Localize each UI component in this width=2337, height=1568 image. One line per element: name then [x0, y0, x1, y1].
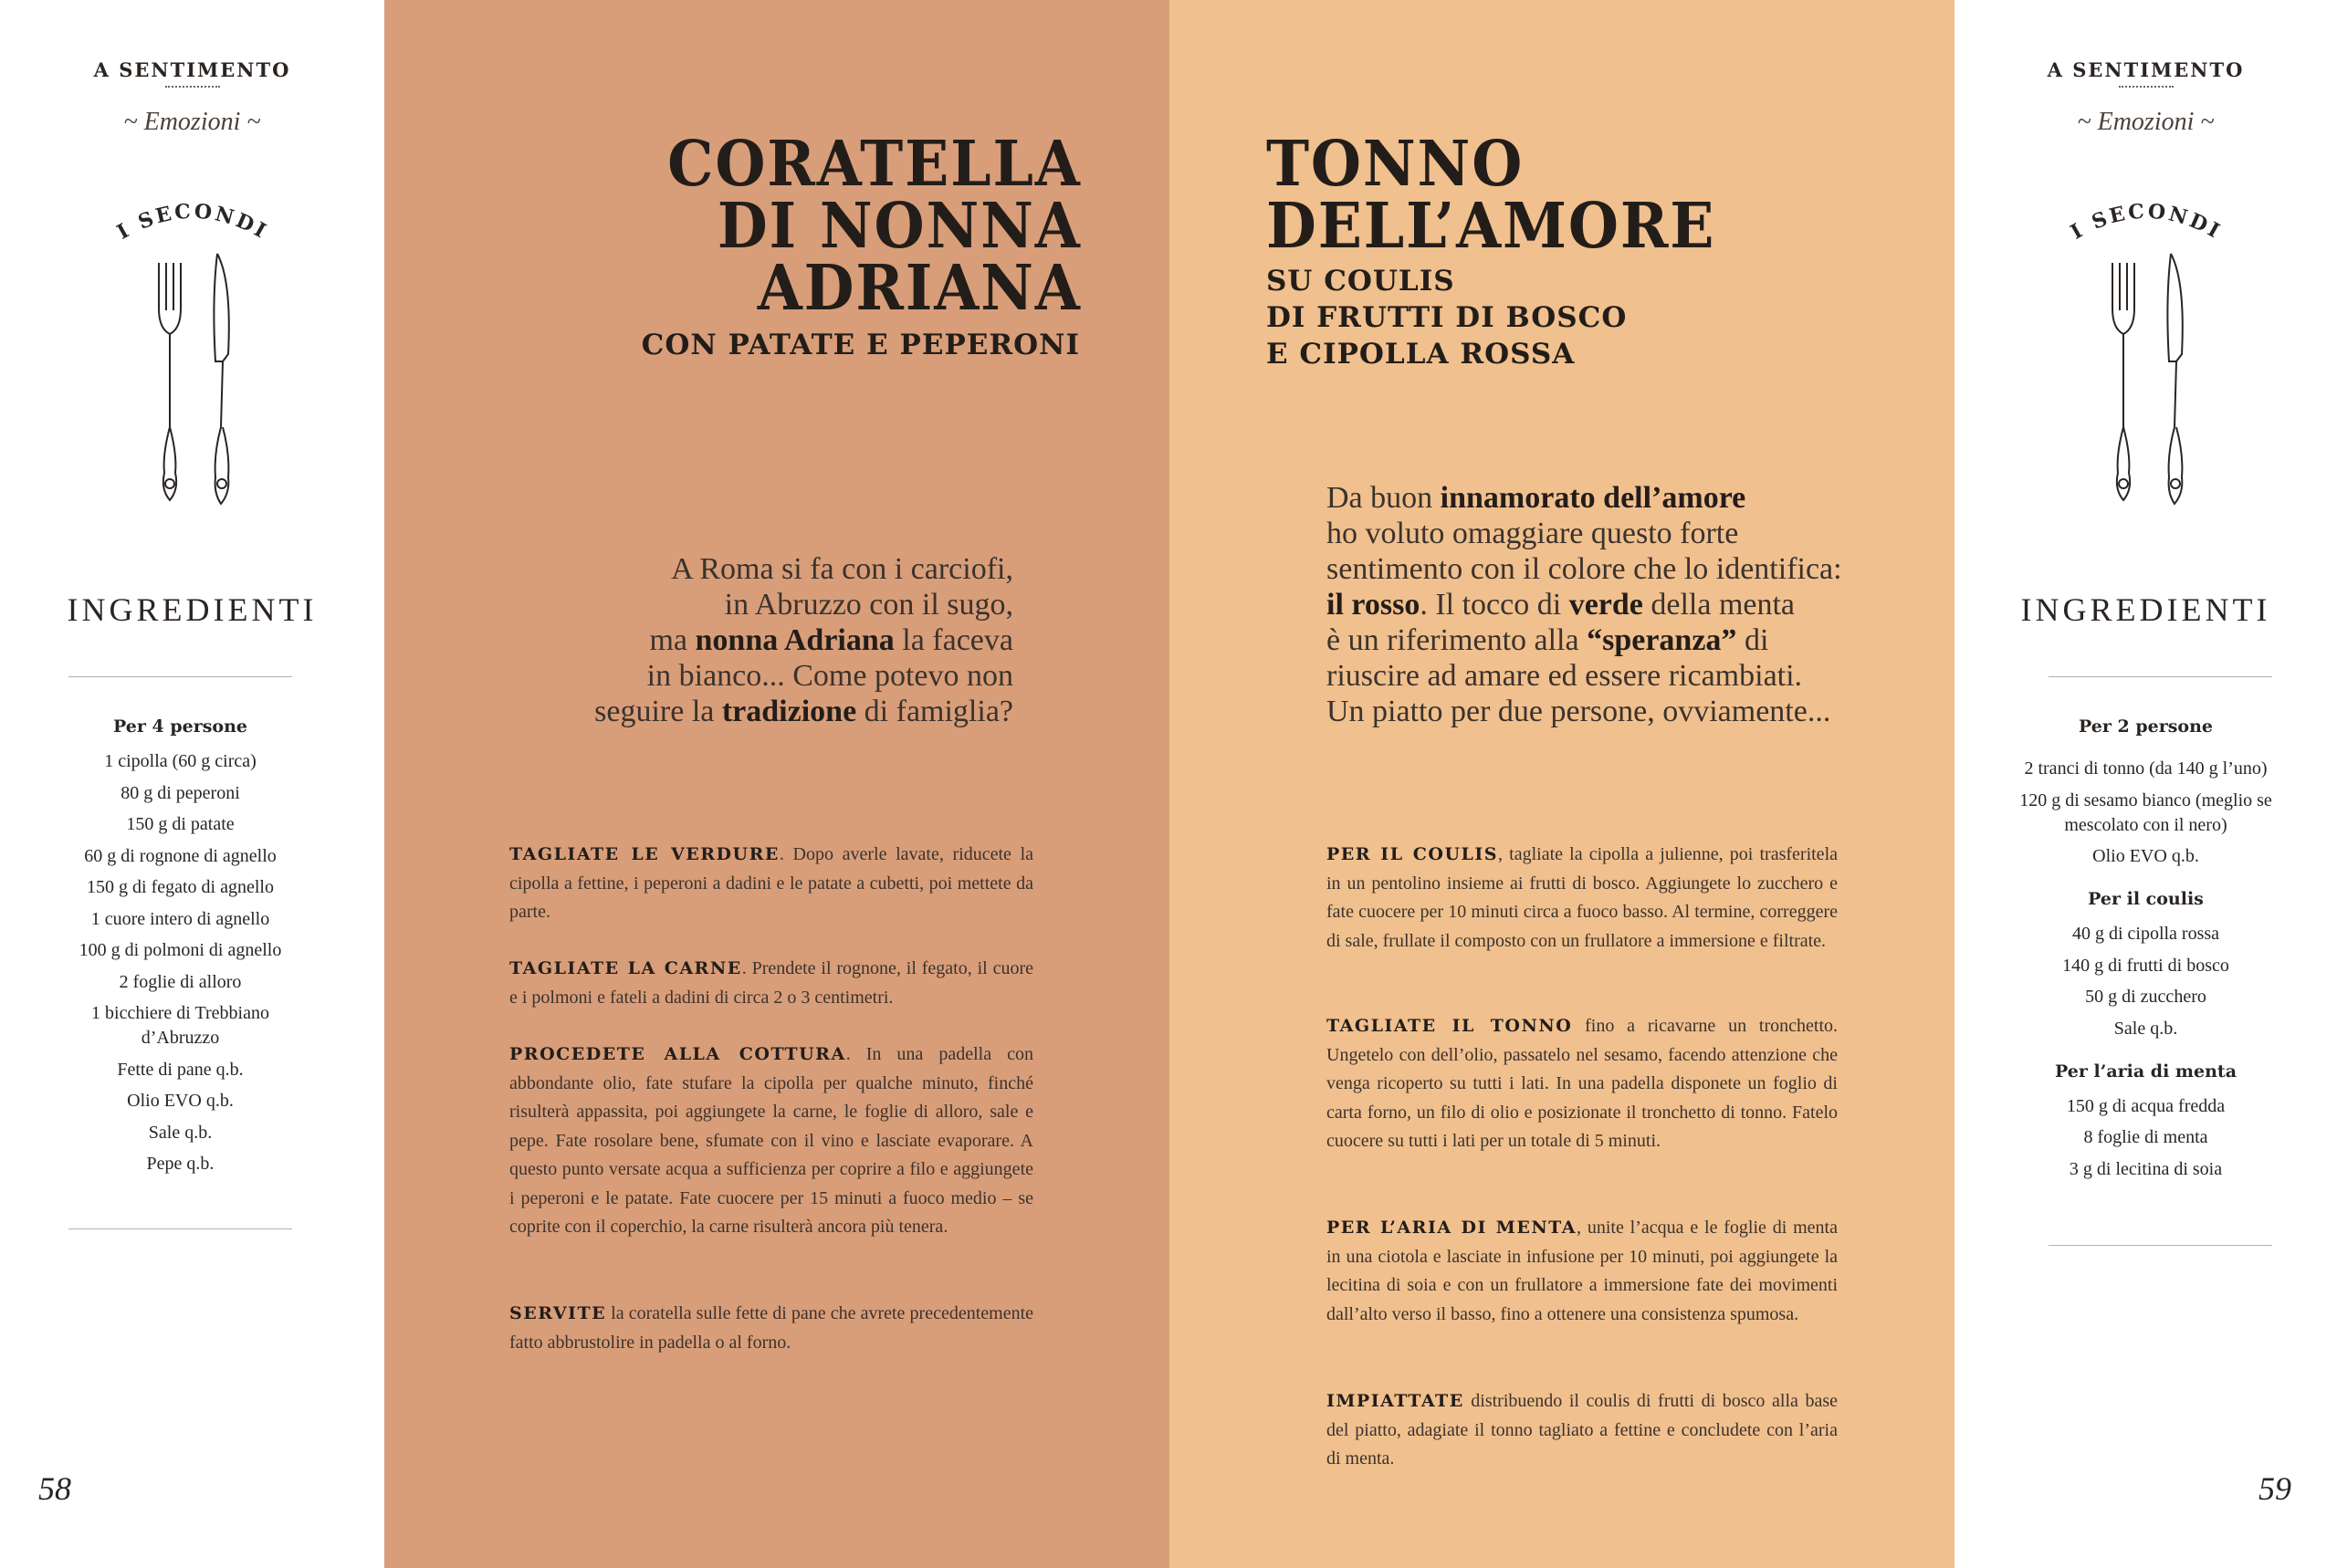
ingredient-group-title: Per il coulis: [2088, 889, 2204, 909]
ingredients-list: [27, 716, 333, 1184]
recipe-panel-tonno: [1169, 0, 1954, 1568]
section-subtitle: ~ Emozioni ~: [123, 108, 261, 136]
ingredient-group: [27, 716, 333, 1176]
ingredient-group-title: Per 2 persone: [2079, 716, 2213, 737]
svg-text:I SECONDI: I SECONDI: [2066, 199, 2226, 242]
ingredient-item: 1 cuore intero di agnello: [90, 908, 270, 929]
ingredient-item: Olio EVO q.b.: [127, 1091, 234, 1111]
ingredient-item: 80 g di peperoni: [121, 782, 240, 803]
fork-and-knife-icon: [142, 245, 243, 509]
ingredient-item: Sale q.b.: [2113, 1018, 2178, 1039]
recipe-panel-coratella: [384, 0, 1169, 1568]
ingredient-item: 150 g di fegato di agnello: [87, 877, 274, 897]
dotted-divider: [2119, 86, 2174, 88]
ingredient-item: 1 bicchiere di Trebbiano d’Abruzzo: [91, 1003, 269, 1048]
divider-rule: [68, 676, 292, 677]
method-step: PER L’ARIA DI MENTA, unite l’acqua e le foglie di menta in una ciotola e lasciate in infusione per 10 minuti, poi aggiungete la lecitina di soia e con un frullatore a immersione fate dei movimenti dall’alto verso il basso, fino a ottenere una consistenza spumosa.: [1326, 1218, 1838, 1324]
ingredient-item: Fette di pane q.b.: [117, 1059, 244, 1080]
ingredient-group: [1993, 1061, 2299, 1182]
method-step: TAGLIATE LE VERDURE. Dopo averle lavate, riducete la cipolla a fettine, i peperoni a dadini e le patate a cubetti, poi mettete da parte.: [509, 844, 1034, 922]
ingredients-heading: INGREDIENTI: [67, 591, 318, 628]
dotted-divider: [165, 86, 220, 88]
ingredient-item: 50 g di zucchero: [2085, 987, 2206, 1007]
divider-rule: [2049, 1245, 2272, 1246]
method-step: IMPIATTATE distribuendo il coulis di frutti di bosco alla base del piatto, adagiate il tonno tagliato a fettine e concludete con l’aria di menta.: [1326, 1391, 1838, 1469]
ingredient-group-title: Per l’aria di menta: [2055, 1061, 2237, 1082]
divider-rule: [2049, 676, 2272, 677]
ingredient-item: 150 g di acqua fredda: [2066, 1095, 2226, 1116]
ingredients-heading: INGREDIENTI: [2020, 591, 2271, 628]
method-step: SERVITE la coratella sulle fette di pane che avrete precedentemente fatto abbrustolire in padella o al forno.: [509, 1303, 1033, 1353]
left-sidebar: [0, 0, 384, 1568]
fork-and-knife-icon: [2096, 245, 2196, 509]
method-step: TAGLIATE IL TONNO fino a ricavarne un tronchetto. Ungetelo con dell’olio, passatelo nel sesamo, facendo attenzione che venga ricoperto su tutti i lati. In una padella disponete un foglio di carta forno, un filo di olio e posizionate il tronchetto di tonno. Fatelo cuocere su tutti i lati per un totale di 5 minuti.: [1326, 1016, 1839, 1151]
method-step: PER IL COULIS, tagliate la cipolla a julienne, poi trasferitela in un pentolino insieme ai frutti di bosco. Aggiungete lo zucchero e fate cuocere per 10 minuti circa a fuoco basso. Al termine, correggere di sale, frullate il composto con un frullatore a immersione e filtrate.: [1326, 844, 1838, 951]
method-step: TAGLIATE LA CARNE. Prendete il rognone, il fegato, il cuore e i polmoni e fateli a dadini di circa 2 o 3 centimetri.: [509, 958, 1033, 1008]
right-sidebar: [1954, 0, 2337, 1568]
ingredient-item: 8 foglie di menta: [2083, 1127, 2208, 1147]
ingredient-item: 1 cipolla (60 g circa): [104, 751, 257, 771]
course-label: [110, 187, 275, 242]
ingredient-item: 3 g di lecitina di soia: [2069, 1158, 2223, 1179]
recipe-title: CORATELLA DI NONNA ADRIANA: [667, 128, 1082, 325]
svg-text:I SECONDI: I SECONDI: [112, 199, 272, 242]
recipe-subtitle: CON PATATE E PEPERONI: [641, 329, 1080, 361]
ingredient-item: Olio EVO q.b.: [2092, 846, 2199, 866]
ingredient-item: Sale q.b.: [148, 1122, 213, 1143]
series-label: A SENTIMENTO: [2047, 58, 2245, 81]
ingredient-item: 60 g di rognone di agnello: [84, 845, 277, 866]
ingredient-group-title: Per 4 persone: [113, 716, 247, 737]
section-subtitle: ~ Emozioni ~: [2077, 108, 2215, 136]
recipe-title: TONNO DELL’AMORE: [1266, 128, 1716, 263]
ingredient-item: 150 g di patate: [126, 814, 235, 834]
ingredient-item: 140 g di frutti di bosco: [2062, 955, 2229, 976]
recipe-intro: A Roma si fa con i carciofi, in Abruzzo con il sugo, ma nonna Adriana la faceva in bianco... Come potevo non seguire la tradizione di famiglia?: [594, 552, 1013, 728]
method-step: PROCEDETE ALLA COTTURA. In una padella con abbondante olio, fate stufare la cipolla per qualche minuto, finché risulterà appassita, poi aggiungete la carne, le foglie di alloro, sale e pepe. Fate rosolare bene, sfumate con il vino e lasciate evaporare. A questo punto versate acqua a sufficienza per coprire a filo e aggiungete i peperoni e le patate. Fate cuocere per 15 minuti a fuoco medio – se coprite con il coperchio, la carne risulterà ancora più tenera.: [509, 1044, 1033, 1237]
ingredient-item: 120 g di sesamo bianco (meglio se mescolato con il nero): [2019, 789, 2272, 835]
recipe-intro: Da buon innamorato dell’amore ho voluto omaggiare questo forte sentimento con il colore che lo identifica: il rosso. Il tocco di verde della menta è un riferimento alla “speranza” di riuscire ad amare ed essere ricambiati. Un piatto per due persone, ovviamente...: [1326, 481, 1842, 728]
course-label: [2064, 187, 2228, 242]
ingredient-item: 40 g di cipolla rossa: [2071, 924, 2220, 944]
page-number: 59: [2258, 1470, 2291, 1507]
ingredient-item: 2 foglie di alloro: [119, 971, 242, 992]
ingredients-list: [1993, 716, 2299, 1188]
page-number: 58: [38, 1470, 71, 1507]
ingredient-item: 100 g di polmoni di agnello: [79, 940, 282, 960]
divider-rule: [68, 1228, 292, 1229]
ingredient-group: [1993, 716, 2299, 869]
recipe-subtitle: SU COULIS DI FRUTTI DI BOSCO E CIPOLLA ROSSA: [1266, 265, 1628, 371]
ingredient-item: 2 tranci di tonno (da 140 g l’uno): [2024, 758, 2268, 779]
ingredient-item: Pepe q.b.: [146, 1154, 215, 1174]
ingredient-group: [1993, 889, 2299, 1041]
series-label: A SENTIMENTO: [93, 58, 291, 81]
